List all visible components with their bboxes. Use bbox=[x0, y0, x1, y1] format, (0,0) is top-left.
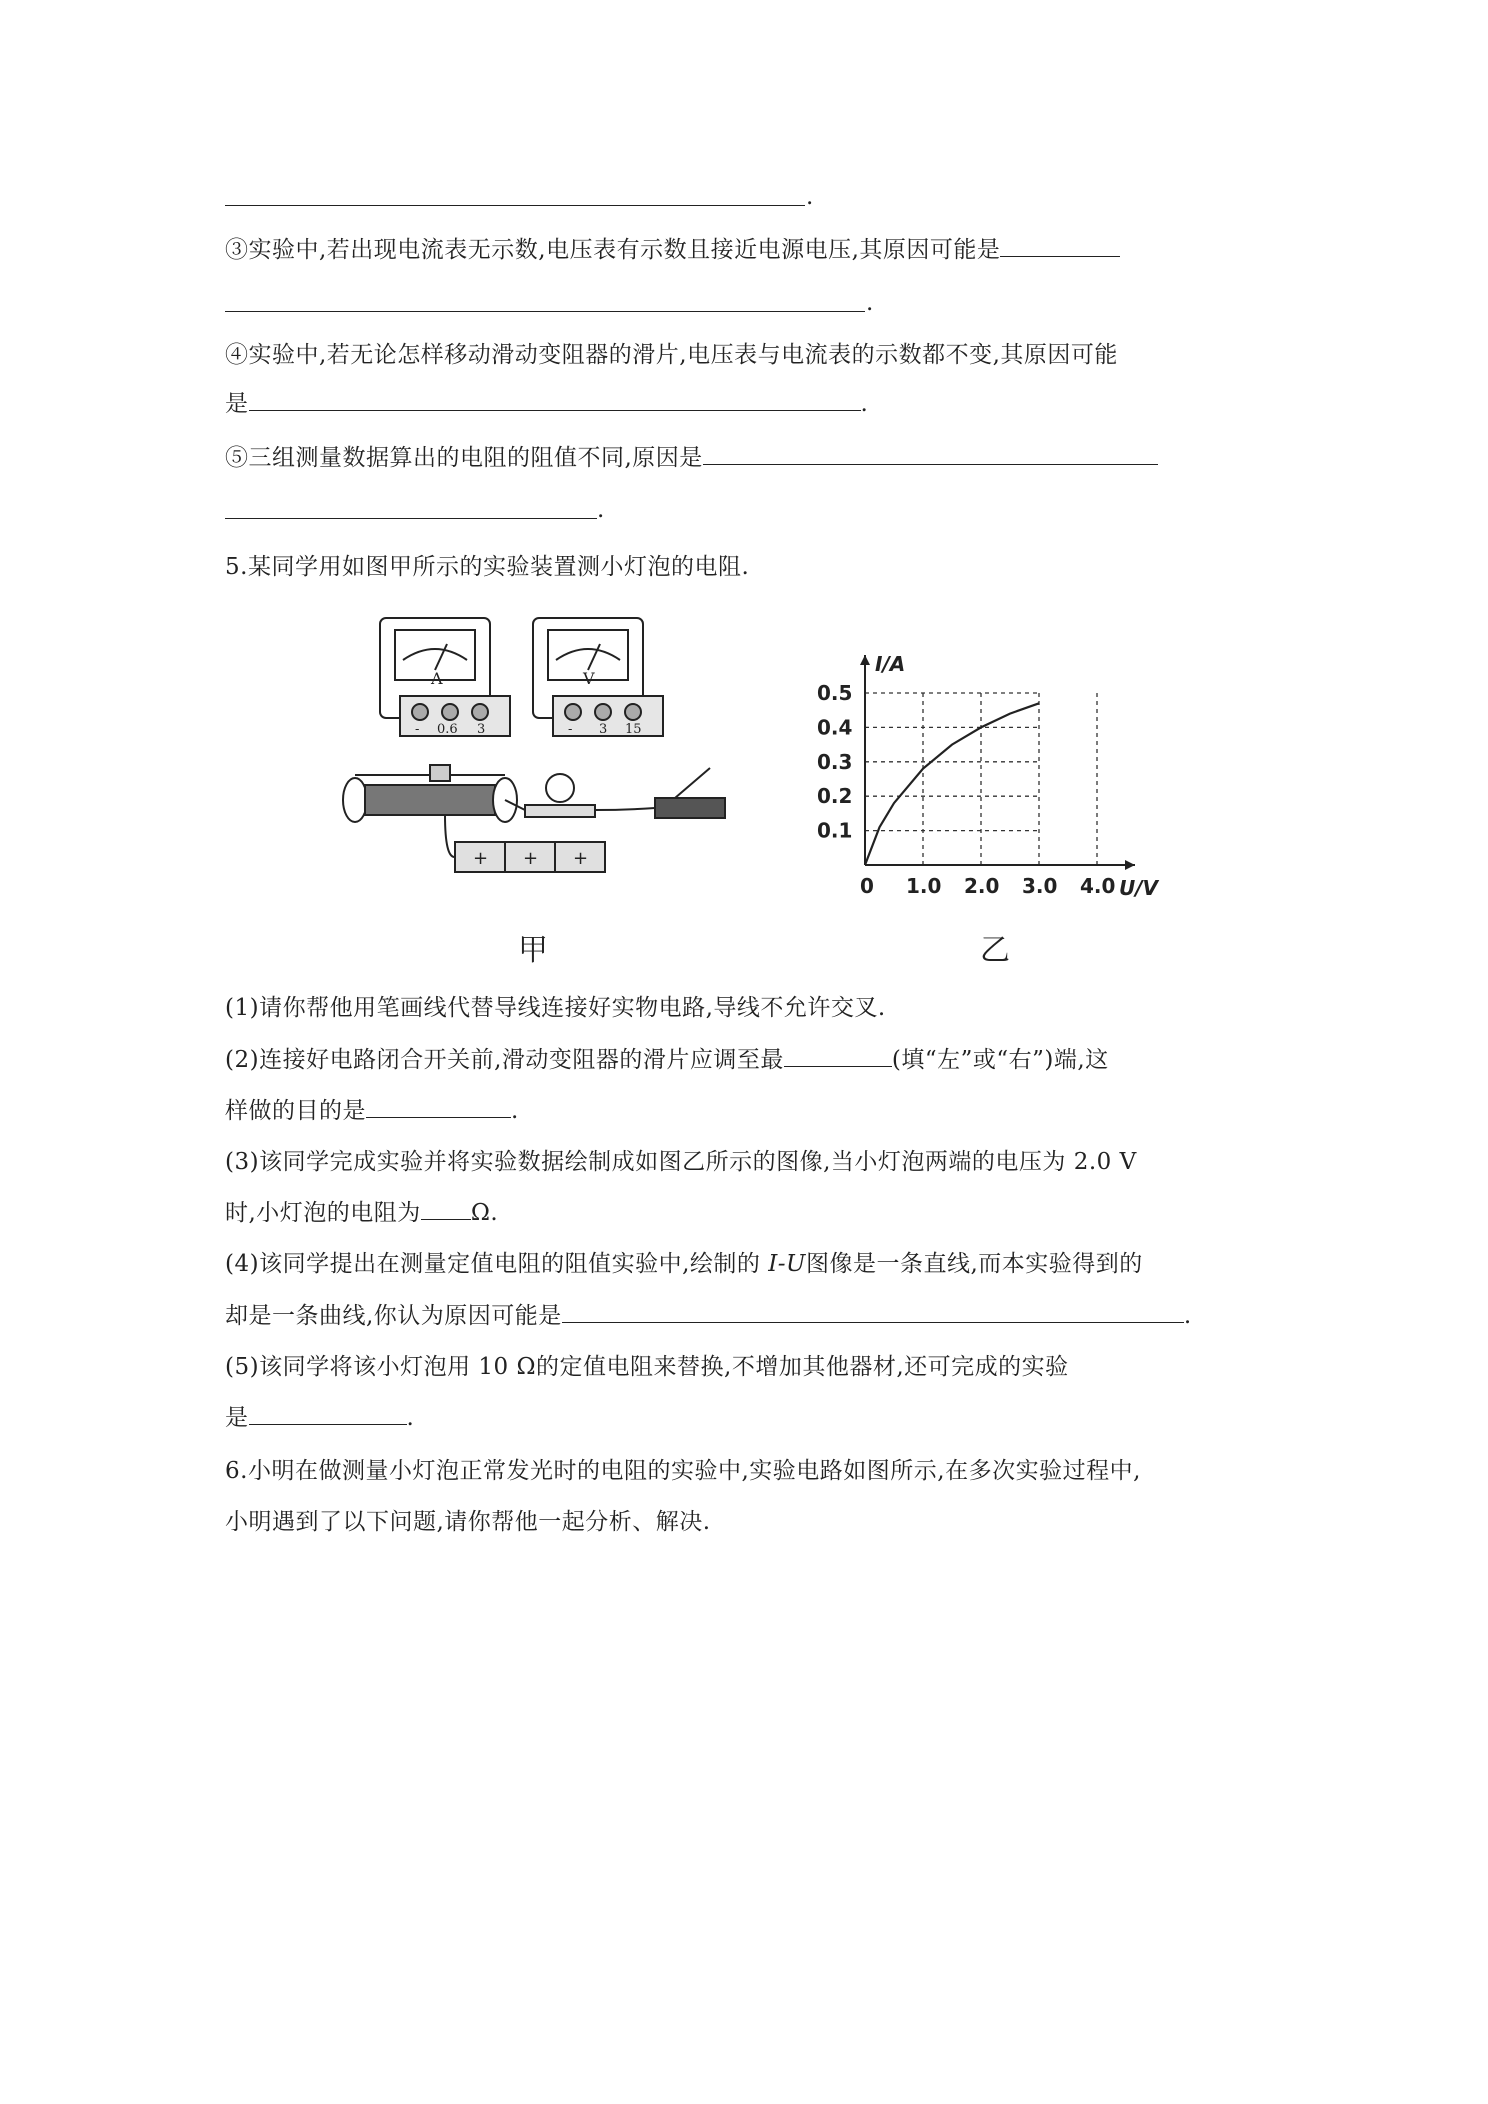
item-5-text: ⑤三组测量数据算出的电阻的阻值不同,原因是 bbox=[225, 445, 703, 471]
q5-part3-text-c: Ω. bbox=[470, 1200, 499, 1226]
period: . bbox=[866, 290, 874, 316]
y-tick-label: 0.1 bbox=[817, 818, 853, 843]
figure-jia-caption: 甲 bbox=[518, 933, 548, 968]
period: . bbox=[806, 184, 814, 210]
x-axis-label: U/V bbox=[1119, 876, 1159, 900]
q6-line2: 小明遇到了以下问题,请你帮他一起分析、解决. bbox=[225, 1509, 711, 1535]
x-tick-label: 3.0 bbox=[1022, 874, 1058, 898]
ammeter-terminal-neg: - bbox=[415, 722, 420, 737]
period: . bbox=[597, 497, 605, 523]
answer-blank-3b[interactable] bbox=[225, 311, 865, 312]
lamp bbox=[525, 774, 595, 817]
item-3 bbox=[225, 234, 1120, 265]
q5-part2-text-b: (填“左”或“右”)端,这 bbox=[891, 1047, 1109, 1073]
voltmeter bbox=[533, 618, 663, 736]
battery-sign-3: + bbox=[573, 848, 589, 869]
q5-part2-text-a: (2)连接好电路闭合开关前,滑动变阻器的滑片应调至最 bbox=[225, 1047, 784, 1073]
answer-blank-q5-2a[interactable] bbox=[784, 1044, 892, 1067]
q6-line1: 6.小明在做测量小灯泡正常发光时的电阻的实验中,实验电路如图所示,在多次实验过程中, bbox=[225, 1458, 1141, 1484]
q5-part4-line2 bbox=[225, 1300, 1192, 1331]
voltmeter-letter: V bbox=[583, 669, 595, 688]
figure-yi-caption: 乙 bbox=[980, 933, 1010, 968]
y-tick-label: 0.3 bbox=[817, 749, 853, 774]
q5-part4-text-a: (4)该同学提出在测量定值电阻的阻值实验中,绘制的 bbox=[225, 1251, 769, 1277]
y-tick-label: 0.2 bbox=[817, 784, 853, 809]
q5-part2-text-c: 样做的目的是 bbox=[225, 1098, 366, 1124]
switch bbox=[655, 768, 725, 818]
answer-blank-5a[interactable] bbox=[703, 442, 1158, 465]
voltmeter-terminal-15: 15 bbox=[625, 722, 642, 737]
battery-sign-1: + bbox=[473, 848, 489, 869]
x-tick-label: 4.0 bbox=[1080, 874, 1116, 898]
iu-symbol: I-U bbox=[768, 1251, 806, 1277]
item-4-line2 bbox=[225, 388, 868, 419]
q5-part4-text-c: 却是一条曲线,你认为原因可能是 bbox=[225, 1303, 562, 1329]
x-tick-label: 0 bbox=[860, 874, 874, 898]
answer-blank-5b[interactable] bbox=[225, 518, 597, 519]
y-tick-label: 0.5 bbox=[817, 681, 853, 705]
q5-part4-line1 bbox=[225, 1249, 1143, 1279]
answer-blank-q5-5[interactable] bbox=[249, 1402, 407, 1425]
item-5 bbox=[225, 442, 1158, 473]
q5-intro: 5.某同学用如图甲所示的实验装置测小灯泡的电阻. bbox=[225, 554, 750, 580]
x-axis-arrow bbox=[1125, 860, 1135, 870]
answer-blank-4[interactable] bbox=[249, 388, 861, 411]
period: . bbox=[1183, 1303, 1192, 1329]
answer-blank-q5-3[interactable] bbox=[421, 1197, 471, 1220]
ammeter-terminal-06: 0.6 bbox=[437, 722, 458, 737]
q5-part1: (1)请你帮他用笔画线代替导线连接好实物电路,导线不允许交叉. bbox=[225, 995, 886, 1021]
x-tick-label: 2.0 bbox=[964, 874, 1000, 898]
x-tick-label: 1.0 bbox=[906, 874, 942, 898]
voltmeter-terminal-3: 3 bbox=[599, 722, 608, 737]
battery-sign-2: + bbox=[523, 848, 539, 869]
y-axis-label: I/A bbox=[875, 652, 906, 676]
answer-blank-top[interactable] bbox=[225, 205, 805, 206]
ammeter bbox=[380, 618, 510, 736]
q5-part5-text-b: 是 bbox=[225, 1405, 249, 1431]
q5-part5-line2 bbox=[225, 1402, 414, 1433]
answer-blank-q5-2b[interactable] bbox=[366, 1095, 511, 1118]
item-4-line1: ④实验中,若无论怎样移动滑动变阻器的滑片,电压表与电流表的示数都不变,其原因可能 bbox=[225, 342, 1118, 368]
voltmeter-terminal-neg: - bbox=[568, 722, 573, 737]
q5-part2-line2 bbox=[225, 1095, 519, 1126]
figure-yi-chart bbox=[800, 620, 1180, 920]
q5-part3-line1: (3)该同学完成实验并将实验数据绘制成如图乙所示的图像,当小灯泡两端的电压为 2.0 V bbox=[225, 1149, 1137, 1175]
item-3-text: ③实验中,若出现电流表无示数,电压表有示数且接近电源电压,其原因可能是 bbox=[225, 237, 1001, 263]
period: . bbox=[406, 1405, 415, 1431]
rheostat bbox=[343, 765, 517, 822]
q5-part5-line1: (5)该同学将该小灯泡用 10 Ω的定值电阻来替换,不增加其他器材,还可完成的实验 bbox=[225, 1354, 1069, 1380]
period: . bbox=[511, 1098, 519, 1124]
figure-jia-apparatus bbox=[325, 600, 745, 890]
y-tick-label: 0.4 bbox=[817, 715, 853, 740]
q5-part4-text-b: 图像是一条直线,而本实验得到的 bbox=[805, 1251, 1143, 1277]
q5-part3-line2 bbox=[225, 1197, 498, 1228]
y-axis-arrow bbox=[860, 655, 870, 665]
period: . bbox=[860, 391, 869, 417]
q5-part3-text-b: 时,小灯泡的电阻为 bbox=[225, 1200, 421, 1226]
answer-blank-q5-4[interactable] bbox=[562, 1300, 1184, 1323]
ammeter-letter: A bbox=[431, 669, 443, 688]
answer-blank-3a[interactable] bbox=[1000, 234, 1120, 257]
item-4-text: 是 bbox=[225, 391, 249, 417]
q5-part2-line1 bbox=[225, 1044, 1109, 1075]
ammeter-terminal-3: 3 bbox=[477, 722, 486, 737]
